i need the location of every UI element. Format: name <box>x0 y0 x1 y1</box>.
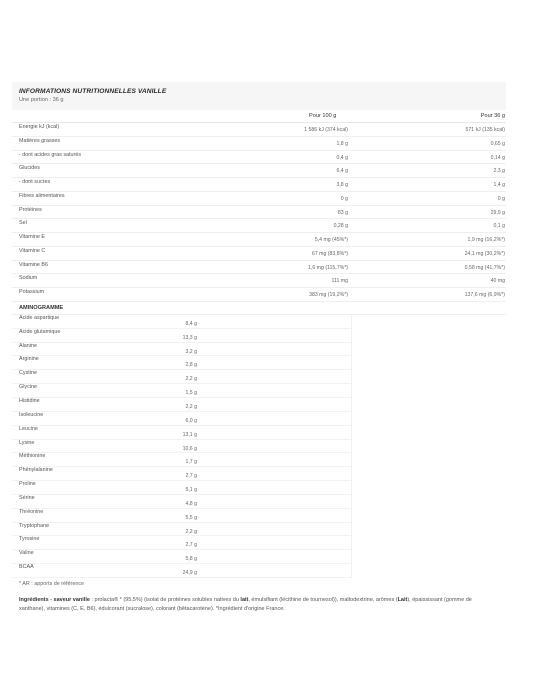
table-row <box>12 192 506 206</box>
value-per100: 111 mg <box>331 278 348 285</box>
amino-acid-value: 1,5 g <box>185 390 197 397</box>
value-per36: 1,9 mg (16,2%*) <box>467 237 505 244</box>
table-row <box>12 412 352 426</box>
table-row <box>12 206 506 220</box>
value-per100: 83 g <box>337 209 348 216</box>
value-per36: 2,3 g <box>493 168 505 175</box>
value-per36: 24,1 mg (30,2%*) <box>464 250 505 257</box>
table-row <box>12 564 352 578</box>
value-per100: 6,4 g <box>336 168 348 175</box>
amino-acid-value: 5,1 g <box>185 487 197 494</box>
value-per100: 5,4 mg (45%*) <box>314 237 348 244</box>
table-row <box>12 151 506 165</box>
table-row <box>12 123 506 137</box>
value-per36: 29,9 g <box>490 209 505 216</box>
aminogram-title: AMINOGRAMME <box>19 304 64 311</box>
nutrient-label: Potassium <box>19 289 45 296</box>
footnote: * AR : apports de référence <box>19 580 85 587</box>
amino-acid-label: Sérine <box>19 494 35 501</box>
nutrient-label: Fibres alimentaires <box>19 192 65 199</box>
value-per36: 0 g <box>497 195 505 202</box>
amino-acid-value: 24,9 g <box>182 570 197 577</box>
table-row <box>12 550 352 564</box>
amino-acid-value: 4,8 g <box>185 500 197 507</box>
amino-acid-value: 2,2 g <box>185 528 197 535</box>
nutrient-label: Sodium <box>19 275 38 282</box>
value-per100: 1,8 g <box>336 140 348 147</box>
amino-acid-label: Lysine <box>19 439 35 446</box>
amino-acid-label: Méthionine <box>19 453 46 460</box>
amino-acid-label: Phénylalanine <box>19 467 53 474</box>
amino-acid-label: Tyrosine <box>19 536 40 543</box>
table-row <box>12 536 352 550</box>
table-row <box>12 274 506 288</box>
value-per100: 0,4 g <box>336 154 348 161</box>
nutrient-label: Sel <box>19 220 27 227</box>
amino-acid-value: 5,5 g <box>185 514 197 521</box>
amino-acid-label: Acide aspartique <box>19 314 60 321</box>
nutrient-label: Protéines <box>19 206 42 213</box>
value-per100: 3,8 g <box>336 182 348 189</box>
ingredients-allergen-lait: lait <box>240 596 249 603</box>
amino-acid-label: Histidine <box>19 398 40 405</box>
value-per100: 1 586 kJ (374 kcal) <box>304 127 348 133</box>
nutrient-label: Vitamine E <box>19 234 45 241</box>
amino-acid-label: Leucine <box>19 425 38 432</box>
portion-size: Une portion : 36 g <box>19 97 64 103</box>
table-row <box>12 453 352 467</box>
amino-acid-value: 2,8 g <box>185 362 197 369</box>
aminogram-section-title <box>12 302 506 315</box>
amino-acid-value: 6,0 g <box>185 417 197 424</box>
value-per36: 137,6 mg (6,9%*) <box>464 292 505 299</box>
value-per36: 0,1 g <box>493 223 505 230</box>
amino-acid-label: BCAA <box>19 564 34 571</box>
amino-acid-label: Arginine <box>19 356 39 363</box>
ingredients-part-2: , émulsifiant (lécithine de tournesol)), maltodextrine, arômes ( <box>248 596 398 603</box>
nutrient-label: - dont acides gras saturés <box>19 151 82 158</box>
value-per100: 0 g <box>340 195 348 202</box>
ingredients-text <box>12 592 506 618</box>
table-row <box>12 370 352 384</box>
table-row <box>12 288 506 302</box>
nutrient-label: Energie kJ (kcal) <box>19 124 60 130</box>
nutrient-label: Vitamine B6 <box>19 261 48 268</box>
amino-acid-label: Glycine <box>19 384 37 391</box>
value-per36: 40 mg <box>490 278 505 285</box>
nutrient-label: Glucides <box>19 165 40 172</box>
table-row <box>12 261 506 275</box>
table-row <box>12 343 352 357</box>
table-row <box>12 467 352 481</box>
amino-acid-label: Acide glutamique <box>19 328 61 335</box>
table-row <box>12 384 352 398</box>
amino-acid-value: 8,4 g <box>185 320 197 327</box>
amino-acid-label: Thréonine <box>19 508 44 515</box>
table-row <box>12 247 506 261</box>
nutrition-table <box>12 82 506 618</box>
table-row <box>12 137 506 151</box>
value-per36: 0,65 g <box>490 140 505 147</box>
value-per100: 0,28 g <box>333 223 348 230</box>
amino-acid-label: Proline <box>19 481 36 488</box>
value-per36: 0,58 mg (41,7%*) <box>464 264 505 271</box>
amino-acid-value: 5,8 g <box>185 556 197 563</box>
table-row <box>12 178 506 192</box>
ingredients-part-1: : prolacta® * (95,5%) (isolat de protéines solubles natives du <box>89 596 241 603</box>
nutrition-rows <box>12 123 506 302</box>
nutrient-label: - dont sucres <box>19 179 51 186</box>
table-row <box>12 523 352 537</box>
amino-acid-value: 10,6 g <box>182 445 197 452</box>
value-per100: 383 mg (19,2%*) <box>309 292 348 299</box>
table-row <box>12 398 352 412</box>
table-row <box>12 329 352 343</box>
table-header <box>12 82 506 110</box>
column-header-per100: Pour 100 g <box>309 113 337 119</box>
value-per36: 0,14 g <box>490 154 505 161</box>
table-row <box>12 219 506 233</box>
amino-acid-label: Isoleucine <box>19 411 44 418</box>
nutrient-label: Vitamine C <box>19 247 46 254</box>
amino-acid-value: 13,1 g <box>182 431 197 438</box>
amino-acid-value: 13,3 g <box>182 334 197 341</box>
table-row <box>12 509 352 523</box>
aminogram-rows <box>12 315 506 578</box>
table-row <box>12 495 352 509</box>
column-header-per36: Pour 36 g <box>480 113 505 119</box>
value-per100: 1,6 mg (115,7%*) <box>308 264 348 271</box>
table-row <box>12 233 506 247</box>
amino-acid-label: Alanine <box>19 342 37 349</box>
table-title: INFORMATIONS NUTRITIONNELLES VANILLE <box>19 88 167 95</box>
value-per36: 571 kJ (135 kcal) <box>465 127 505 133</box>
column-headers <box>12 111 506 123</box>
value-per100: 67 mg (83,8%*) <box>311 250 348 257</box>
amino-acid-label: Valine <box>19 550 34 557</box>
amino-acid-value: 2,7 g <box>185 473 197 480</box>
amino-acid-value: 2,2 g <box>185 376 197 383</box>
amino-acid-label: Tryptophane <box>19 522 50 529</box>
amino-acid-value: 1,7 g <box>185 459 197 466</box>
amino-acid-value: 2,2 g <box>185 404 197 411</box>
table-row <box>12 356 352 370</box>
value-per36: 1,4 g <box>493 182 505 189</box>
table-row <box>12 426 352 440</box>
amino-acid-label: Cystine <box>19 370 37 377</box>
table-row <box>12 481 352 495</box>
ingredients-allergen-lait-2: Lait <box>397 596 408 603</box>
nutrient-label: Matières grasses <box>19 137 61 144</box>
amino-acid-value: 3,2 g <box>185 348 197 355</box>
amino-acid-value: 2,7 g <box>185 542 197 549</box>
ingredients-title: Ingrédients - saveur vanille <box>19 596 90 603</box>
table-row <box>12 315 352 329</box>
table-row <box>12 440 352 454</box>
ingredients-part-3: ), épaississant (gomme de xanthane), vitamines (C, E, B6), édulcorant (sucralose), colorant (bêtacarotène). *Ingrédient d'origine France. <box>19 596 472 612</box>
table-row <box>12 164 506 178</box>
